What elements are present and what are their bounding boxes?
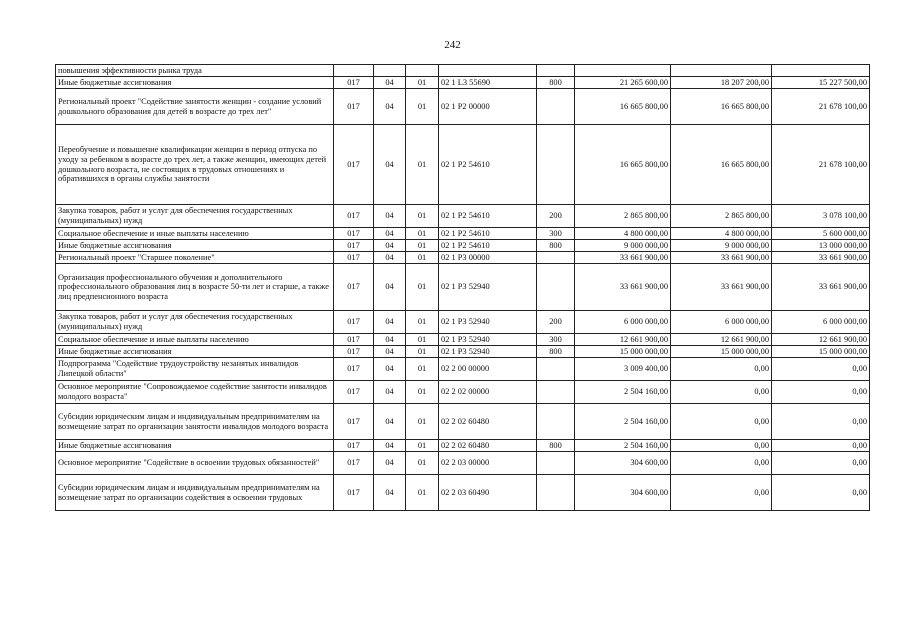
row-ministry-code: 017: [334, 252, 374, 264]
row-ministry-code: 017: [334, 89, 374, 125]
row-name: Подпрограмма "Содействие трудоустройству незанятых инвалидов Липецкой области": [56, 358, 334, 381]
row-subsection-code: 01: [406, 125, 439, 205]
row-amount-2: 2 865 800,00: [671, 205, 772, 228]
row-subsection-code: 01: [406, 205, 439, 228]
row-ministry-code: 017: [334, 404, 374, 440]
row-name: Закупка товаров, работ и услуг для обеспечения государственных (муниципальных) нужд: [56, 205, 334, 228]
row-target-code: 02 2 03 00000: [439, 452, 537, 475]
table-row: [56, 240, 870, 252]
row-ministry-code: 017: [334, 311, 374, 334]
row-amount-1: 33 661 900,00: [575, 264, 671, 311]
row-ministry-code: 017: [334, 125, 374, 205]
row-amount-1: 2 504 160,00: [575, 440, 671, 452]
row-section-code: 04: [374, 358, 406, 381]
row-amount-3: 12 661 900,00: [772, 334, 870, 346]
row-subsection-code: 01: [406, 264, 439, 311]
row-amount-1: 3 009 400,00: [575, 358, 671, 381]
row-amount-2: 0,00: [671, 381, 772, 404]
row-name: Иные бюджетные ассигнования: [56, 440, 334, 452]
row-target-code: [439, 65, 537, 77]
row-ministry-code: 017: [334, 205, 374, 228]
table-row: [56, 264, 870, 311]
row-amount-2: 0,00: [671, 475, 772, 511]
row-section-code: 04: [374, 252, 406, 264]
row-target-code: 02 1 P2 54610: [439, 125, 537, 205]
row-subsection-code: 01: [406, 440, 439, 452]
row-amount-3: 0,00: [772, 358, 870, 381]
row-subsection-code: 01: [406, 228, 439, 240]
row-amount-3: 15 227 500,00: [772, 77, 870, 89]
row-expense-type: [537, 65, 575, 77]
row-amount-1: 4 800 000,00: [575, 228, 671, 240]
row-subsection-code: 01: [406, 452, 439, 475]
row-section-code: [374, 65, 406, 77]
row-subsection-code: 01: [406, 334, 439, 346]
row-amount-3: 33 661 900,00: [772, 264, 870, 311]
row-section-code: 04: [374, 77, 406, 89]
row-amount-3: 0,00: [772, 475, 870, 511]
row-target-code: 02 2 02 60480: [439, 404, 537, 440]
row-name: Основное мероприятие "Содействие в освоении трудовых обязанностей": [56, 452, 334, 475]
row-name: Иные бюджетные ассигнования: [56, 77, 334, 89]
row-target-code: 02 2 00 00000: [439, 358, 537, 381]
row-amount-1: 304 600,00: [575, 475, 671, 511]
row-target-code: 02 1 P3 52940: [439, 334, 537, 346]
row-amount-2: 0,00: [671, 452, 772, 475]
table-row: [56, 346, 870, 358]
table-row: [56, 228, 870, 240]
row-target-code: 02 1 P2 54610: [439, 240, 537, 252]
row-name: Переобучение и повышение квалификации женщин в период отпуска по уходу за ребенком в возрасте до трех лет, а также женщин, имеющих детей дошкольного возраста, не состоящих в трудовых отношениях и обратившихся в органы службы занятости: [56, 125, 334, 205]
row-expense-type: [537, 475, 575, 511]
row-subsection-code: 01: [406, 381, 439, 404]
row-expense-type: [537, 452, 575, 475]
row-ministry-code: 017: [334, 334, 374, 346]
row-amount-2: 9 000 000,00: [671, 240, 772, 252]
row-amount-2: 12 661 900,00: [671, 334, 772, 346]
row-ministry-code: [334, 65, 374, 77]
row-section-code: 04: [374, 125, 406, 205]
table-row: [56, 440, 870, 452]
row-amount-2: 4 800 000,00: [671, 228, 772, 240]
row-amount-3: 0,00: [772, 452, 870, 475]
row-amount-1: 2 504 160,00: [575, 381, 671, 404]
row-section-code: 04: [374, 240, 406, 252]
row-expense-type: [537, 264, 575, 311]
row-target-code: 02 1 P3 00000: [439, 252, 537, 264]
page-number: 242: [444, 39, 461, 51]
row-target-code: 02 1 P3 52940: [439, 346, 537, 358]
row-target-code: 02 1 L3 55690: [439, 77, 537, 89]
row-ministry-code: 017: [334, 381, 374, 404]
row-section-code: 04: [374, 205, 406, 228]
row-subsection-code: 01: [406, 358, 439, 381]
row-expense-type: 300: [537, 228, 575, 240]
row-amount-3: 33 661 900,00: [772, 252, 870, 264]
row-section-code: 04: [374, 228, 406, 240]
row-amount-3: 21 678 100,00: [772, 89, 870, 125]
row-expense-type: 200: [537, 205, 575, 228]
row-expense-type: [537, 252, 575, 264]
row-section-code: 04: [374, 89, 406, 125]
row-name: повышения эффективности рынка труда: [56, 65, 334, 77]
row-name: Иные бюджетные ассигнования: [56, 346, 334, 358]
row-amount-2: 16 665 800,00: [671, 125, 772, 205]
budget-table: [55, 64, 870, 511]
row-name: Региональный проект "Старшее поколение": [56, 252, 334, 264]
row-ministry-code: 017: [334, 452, 374, 475]
row-section-code: 04: [374, 381, 406, 404]
row-amount-1: 15 000 000,00: [575, 346, 671, 358]
row-ministry-code: 017: [334, 240, 374, 252]
row-expense-type: [537, 358, 575, 381]
row-amount-2: 18 207 200,00: [671, 77, 772, 89]
row-amount-1: 16 665 800,00: [575, 89, 671, 125]
table-row: [56, 475, 870, 511]
row-expense-type: [537, 125, 575, 205]
row-amount-1: 21 265 600,00: [575, 77, 671, 89]
row-target-code: 02 1 P2 54610: [439, 228, 537, 240]
row-ministry-code: 017: [334, 440, 374, 452]
row-amount-3: 13 000 000,00: [772, 240, 870, 252]
row-amount-3: 21 678 100,00: [772, 125, 870, 205]
row-expense-type: 800: [537, 77, 575, 89]
row-amount-3: 5 600 000,00: [772, 228, 870, 240]
row-amount-3: 6 000 000,00: [772, 311, 870, 334]
row-section-code: 04: [374, 346, 406, 358]
row-amount-1: 2 865 800,00: [575, 205, 671, 228]
row-subsection-code: 01: [406, 346, 439, 358]
row-section-code: 04: [374, 404, 406, 440]
row-name: Субсидии юридическим лицам и индивидуальным предпринимателям на возмещение затрат по организации занятости инвалидов молодого возраста: [56, 404, 334, 440]
row-amount-1: 2 504 160,00: [575, 404, 671, 440]
table-row: [56, 358, 870, 381]
row-amount-3: 3 078 100,00: [772, 205, 870, 228]
row-subsection-code: [406, 65, 439, 77]
row-name: Иные бюджетные ассигнования: [56, 240, 334, 252]
row-amount-3: 15 000 000,00: [772, 346, 870, 358]
table-row: [56, 125, 870, 205]
row-amount-2: 33 661 900,00: [671, 252, 772, 264]
row-amount-2: 6 000 000,00: [671, 311, 772, 334]
row-amount-3: 0,00: [772, 440, 870, 452]
row-expense-type: [537, 89, 575, 125]
table-row: [56, 205, 870, 228]
row-expense-type: 800: [537, 440, 575, 452]
table-row: [56, 77, 870, 89]
table-row: [56, 252, 870, 264]
row-section-code: 04: [374, 311, 406, 334]
row-section-code: 04: [374, 452, 406, 475]
row-amount-3: [772, 65, 870, 77]
row-ministry-code: 017: [334, 228, 374, 240]
row-name: Социальное обеспечение и иные выплаты населению: [56, 334, 334, 346]
row-amount-3: 0,00: [772, 404, 870, 440]
row-amount-2: 16 665 800,00: [671, 89, 772, 125]
row-amount-2: 15 000 000,00: [671, 346, 772, 358]
row-amount-1: 12 661 900,00: [575, 334, 671, 346]
row-subsection-code: 01: [406, 77, 439, 89]
row-expense-type: 200: [537, 311, 575, 334]
table-row: [56, 404, 870, 440]
table-row: [56, 452, 870, 475]
row-name: Субсидии юридическим лицам и индивидуальным предпринимателям на возмещение затрат по организации содействия в освоении трудовых: [56, 475, 334, 511]
row-subsection-code: 01: [406, 240, 439, 252]
row-amount-1: 304 600,00: [575, 452, 671, 475]
row-expense-type: 300: [537, 334, 575, 346]
row-subsection-code: 01: [406, 252, 439, 264]
row-section-code: 04: [374, 334, 406, 346]
row-amount-2: 0,00: [671, 440, 772, 452]
row-amount-1: 9 000 000,00: [575, 240, 671, 252]
row-name: Региональный проект "Содействие занятости женщин - создание условий дошкольного образования для детей в возрасте до трех лет": [56, 89, 334, 125]
row-subsection-code: 01: [406, 89, 439, 125]
row-expense-type: 800: [537, 240, 575, 252]
row-section-code: 04: [374, 475, 406, 511]
row-target-code: 02 1 P2 54610: [439, 205, 537, 228]
row-target-code: 02 1 P3 52940: [439, 311, 537, 334]
row-amount-1: 33 661 900,00: [575, 252, 671, 264]
row-expense-type: 800: [537, 346, 575, 358]
row-name: Закупка товаров, работ и услуг для обеспечения государственных (муниципальных) нужд: [56, 311, 334, 334]
row-amount-2: 0,00: [671, 404, 772, 440]
row-target-code: 02 1 P3 52940: [439, 264, 537, 311]
table-row: [56, 89, 870, 125]
row-subsection-code: 01: [406, 311, 439, 334]
row-target-code: 02 1 P2 00000: [439, 89, 537, 125]
row-name: Основное мероприятие "Сопровождаемое содействие занятости инвалидов молодого возраста": [56, 381, 334, 404]
row-target-code: 02 2 03 60490: [439, 475, 537, 511]
row-name: Социальное обеспечение и иные выплаты населению: [56, 228, 334, 240]
table-row: [56, 311, 870, 334]
table-row: [56, 65, 870, 77]
row-ministry-code: 017: [334, 475, 374, 511]
row-ministry-code: 017: [334, 346, 374, 358]
row-target-code: 02 2 02 00000: [439, 381, 537, 404]
row-subsection-code: 01: [406, 404, 439, 440]
row-expense-type: [537, 404, 575, 440]
row-ministry-code: 017: [334, 77, 374, 89]
row-expense-type: [537, 381, 575, 404]
row-amount-1: 16 665 800,00: [575, 125, 671, 205]
row-amount-2: 0,00: [671, 358, 772, 381]
row-target-code: 02 2 02 60480: [439, 440, 537, 452]
row-amount-2: 33 661 900,00: [671, 264, 772, 311]
row-ministry-code: 017: [334, 358, 374, 381]
row-amount-3: 0,00: [772, 381, 870, 404]
row-subsection-code: 01: [406, 475, 439, 511]
row-section-code: 04: [374, 440, 406, 452]
row-ministry-code: 017: [334, 264, 374, 311]
row-amount-1: [575, 65, 671, 77]
table-row: [56, 381, 870, 404]
row-amount-1: 6 000 000,00: [575, 311, 671, 334]
row-section-code: 04: [374, 264, 406, 311]
row-name: Организация профессионального обучения и дополнительного профессионального образования лиц в возрасте 50-ти лет и старше, а также лиц предпенсионного возраста: [56, 264, 334, 311]
row-amount-2: [671, 65, 772, 77]
table-row: [56, 334, 870, 346]
